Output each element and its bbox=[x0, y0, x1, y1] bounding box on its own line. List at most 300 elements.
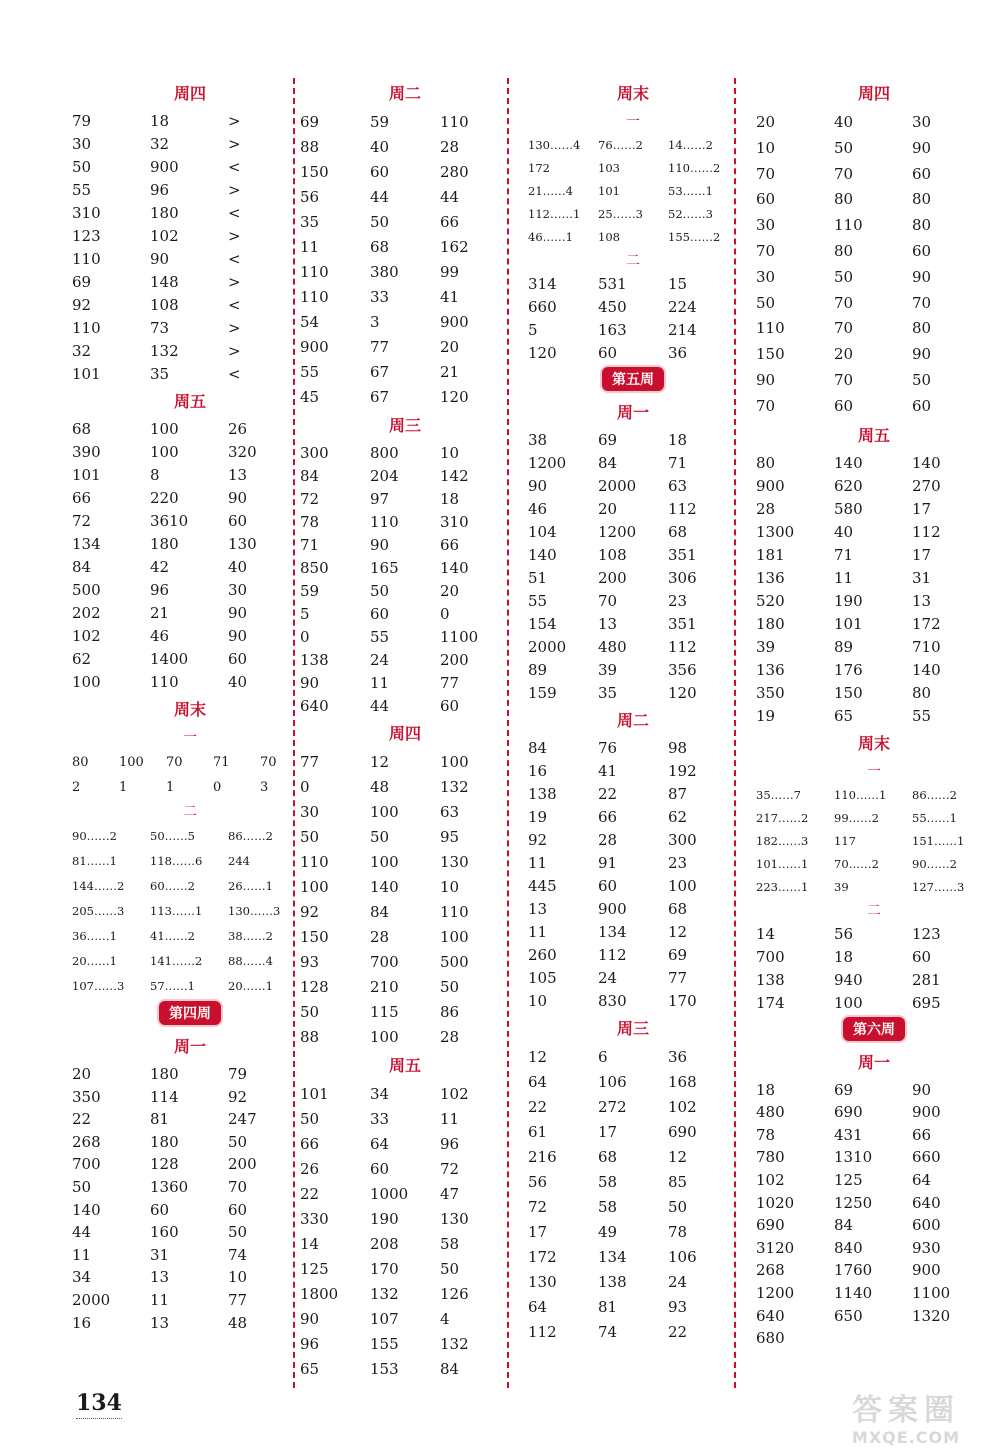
answer-row bbox=[528, 544, 738, 567]
answer-row bbox=[756, 992, 992, 1015]
answer-cell: 66 bbox=[300, 1135, 320, 1153]
answer-row bbox=[300, 160, 510, 185]
answer-cell: 74 bbox=[598, 1323, 618, 1341]
answer-cell: 180 bbox=[150, 1132, 179, 1151]
answer-cell: 216 bbox=[528, 1148, 557, 1166]
answer-cell: 44 bbox=[370, 188, 390, 206]
answer-cell: 79 bbox=[228, 1065, 248, 1083]
answer-row bbox=[528, 429, 738, 452]
answer-cell: 67 bbox=[370, 388, 390, 406]
answer-row bbox=[528, 567, 738, 590]
answer-row bbox=[528, 682, 738, 705]
answer-cell: 110……1 bbox=[834, 787, 887, 802]
answer-cell: 150 bbox=[756, 345, 785, 364]
answer-cell: 200 bbox=[440, 651, 469, 669]
answer-cell: 22 bbox=[300, 1185, 320, 1203]
answer-cell: 57……1 bbox=[150, 979, 195, 993]
answer-cell: 150 bbox=[300, 163, 329, 181]
answer-cell: 92 bbox=[528, 831, 548, 849]
answer-cell: 140 bbox=[440, 559, 469, 577]
answer-cell: 1760 bbox=[834, 1261, 873, 1280]
day-heading: 周末 bbox=[857, 733, 890, 753]
answer-cell: 350 bbox=[756, 683, 785, 702]
answer-cell: 96 bbox=[300, 1335, 320, 1353]
answer-cell: 65 bbox=[834, 706, 854, 725]
answer-cell: 110 bbox=[150, 673, 179, 691]
answer-cell: < bbox=[228, 204, 241, 222]
answer-cell: 35 bbox=[300, 213, 320, 231]
answer-cell: 69 bbox=[834, 1080, 854, 1099]
answer-cell: 55 bbox=[370, 628, 390, 646]
answer-cell: 24 bbox=[598, 969, 618, 987]
answer-row bbox=[72, 1131, 308, 1154]
answer-cell: 12 bbox=[668, 1148, 688, 1166]
answer-cell: 840 bbox=[834, 1238, 863, 1257]
answer-cell: 1020 bbox=[756, 1193, 795, 1212]
answer-row bbox=[300, 1332, 510, 1357]
answer-cell: 80 bbox=[756, 453, 776, 472]
answer-row bbox=[756, 1282, 992, 1305]
answer-cell: 76 bbox=[598, 739, 618, 757]
answer-row bbox=[300, 1157, 510, 1182]
answer-row bbox=[756, 567, 992, 590]
answer-row bbox=[756, 1237, 992, 1260]
answer-cell: 90 bbox=[370, 536, 390, 554]
answer-cell: 70 bbox=[598, 592, 618, 610]
answer-cell: 830 bbox=[598, 992, 627, 1010]
answer-row bbox=[756, 705, 992, 728]
answer-block bbox=[300, 110, 510, 410]
answer-cell: 77 bbox=[228, 1290, 248, 1309]
answer-cell: 90……2 bbox=[912, 856, 957, 871]
answer-row bbox=[528, 829, 738, 852]
answer-cell: 695 bbox=[912, 993, 941, 1012]
answer-cell: 20 bbox=[72, 1065, 92, 1083]
answer-cell: 28 bbox=[370, 928, 390, 946]
day-heading: 周四 bbox=[173, 84, 206, 103]
answer-cell: 18 bbox=[756, 1080, 776, 1099]
answer-row bbox=[72, 1086, 308, 1109]
answer-cell: 90 bbox=[300, 674, 320, 692]
column-1 bbox=[72, 78, 308, 1334]
answer-row bbox=[300, 626, 510, 649]
answer-row bbox=[756, 659, 992, 682]
answer-block bbox=[528, 273, 738, 365]
answer-cell: 100 bbox=[72, 673, 101, 691]
answer-cell: 60 bbox=[228, 1200, 248, 1219]
answer-cell: 108 bbox=[598, 546, 627, 564]
answer-row bbox=[300, 235, 510, 260]
answer-cell: 100 bbox=[150, 420, 179, 438]
answer-cell: 110 bbox=[300, 288, 329, 306]
answer-cell: 12 bbox=[370, 753, 390, 771]
answer-row bbox=[756, 1305, 992, 1328]
answer-cell: 900 bbox=[756, 476, 785, 495]
answer-row bbox=[300, 1307, 510, 1332]
answer-cell: 70 bbox=[756, 396, 776, 415]
answer-cell: 690 bbox=[756, 1216, 785, 1235]
answer-cell: 140 bbox=[834, 453, 863, 472]
section-number: 一 bbox=[626, 114, 640, 130]
answer-row bbox=[300, 285, 510, 310]
answer-block bbox=[756, 784, 992, 899]
answer-row bbox=[72, 441, 308, 464]
answer-cell: 390 bbox=[72, 443, 101, 461]
answer-cell: 41……2 bbox=[150, 929, 195, 943]
column-divider bbox=[293, 78, 295, 1388]
answer-cell: 431 bbox=[834, 1125, 863, 1144]
answer-cell: 60 bbox=[228, 512, 248, 530]
answer-row bbox=[528, 1145, 738, 1170]
answer-cell: 36 bbox=[668, 1048, 688, 1066]
answer-cell: 20 bbox=[440, 338, 460, 356]
answer-cell: 272 bbox=[598, 1098, 627, 1116]
answer-row bbox=[756, 394, 992, 420]
answer-cell: 127……3 bbox=[912, 879, 965, 894]
answer-row bbox=[72, 1199, 308, 1222]
answer-cell: 112……1 bbox=[528, 207, 581, 221]
answer-cell: 172 bbox=[528, 161, 550, 175]
column-divider bbox=[507, 78, 509, 1388]
answer-row bbox=[72, 464, 308, 487]
answer-row bbox=[300, 1232, 510, 1257]
answer-cell bbox=[874, 1327, 933, 1350]
answer-cell: 101 bbox=[72, 466, 101, 484]
answer-cell: < bbox=[228, 250, 241, 268]
answer-cell: 3610 bbox=[150, 512, 189, 530]
section-number: 二 bbox=[626, 253, 640, 269]
answer-cell: 180 bbox=[150, 1065, 179, 1083]
answer-cell: 700 bbox=[756, 947, 785, 966]
answer-cell: 100 bbox=[119, 755, 144, 770]
answer-cell: 73 bbox=[150, 319, 170, 337]
answer-cell: 214 bbox=[668, 321, 697, 339]
answer-block bbox=[300, 442, 510, 718]
answer-cell: 690 bbox=[834, 1103, 863, 1122]
answer-cell: 100 bbox=[834, 993, 863, 1012]
answer-cell: 81……1 bbox=[72, 854, 117, 868]
answer-row bbox=[72, 899, 308, 924]
answer-cell: 12 bbox=[668, 923, 688, 941]
answer-row bbox=[756, 452, 992, 475]
answer-cell: 14……2 bbox=[668, 138, 713, 152]
answer-cell: 90 bbox=[912, 267, 932, 286]
answer-cell: 84 bbox=[440, 1360, 460, 1378]
answer-row bbox=[300, 135, 510, 160]
answer-cell: 30 bbox=[228, 581, 248, 599]
answer-cell: 103 bbox=[598, 161, 620, 175]
answer-cell: 640 bbox=[300, 697, 329, 715]
day-heading: 周四 bbox=[388, 724, 421, 743]
answer-cell: 40 bbox=[228, 673, 248, 691]
answer-cell: 100 bbox=[370, 853, 399, 871]
answer-cell: 350 bbox=[72, 1087, 101, 1106]
answer-cell: 90 bbox=[528, 477, 548, 495]
answer-cell: 35 bbox=[150, 365, 170, 383]
answer-block bbox=[300, 750, 510, 1050]
answer-block bbox=[300, 1082, 510, 1382]
answer-row bbox=[528, 875, 738, 898]
answer-cell: 60 bbox=[150, 1200, 170, 1219]
answer-cell: 59 bbox=[300, 582, 320, 600]
answer-row bbox=[528, 226, 738, 249]
answer-cell: 80 bbox=[912, 216, 932, 235]
answer-cell: 70 bbox=[166, 755, 183, 770]
answer-cell: 2 bbox=[72, 780, 81, 795]
answer-cell: 102 bbox=[440, 1085, 469, 1103]
answer-cell: 1100 bbox=[912, 1283, 951, 1302]
day-heading: 周二 bbox=[388, 84, 421, 103]
answer-cell: 92 bbox=[72, 296, 92, 314]
answer-cell: 13 bbox=[150, 1268, 170, 1287]
answer-row bbox=[756, 853, 992, 876]
answer-row bbox=[528, 273, 738, 296]
answer-cell: 130 bbox=[440, 853, 469, 871]
answer-cell: 113……1 bbox=[150, 904, 203, 918]
answer-block bbox=[756, 452, 992, 728]
answer-cell: 90 bbox=[228, 627, 248, 645]
answer-block bbox=[72, 418, 308, 694]
answer-row bbox=[72, 179, 308, 202]
answer-cell: 77 bbox=[370, 338, 390, 356]
answer-cell: 660 bbox=[528, 298, 557, 316]
answer-cell: 130 bbox=[440, 1210, 469, 1228]
answer-cell: 70 bbox=[260, 755, 277, 770]
answer-cell: 39 bbox=[598, 661, 618, 679]
answer-cell: 88 bbox=[300, 138, 320, 156]
answer-row bbox=[300, 1025, 510, 1050]
answer-cell: 450 bbox=[598, 298, 627, 316]
answer-cell: 0 bbox=[213, 780, 222, 795]
answer-cell: 55 bbox=[72, 181, 92, 199]
answer-cell: 181 bbox=[756, 545, 785, 564]
answer-cell: 159 bbox=[528, 684, 557, 702]
week-badge-wrap bbox=[72, 999, 308, 1031]
answer-row bbox=[72, 824, 308, 849]
answer-cell: 13 bbox=[912, 591, 932, 610]
answer-block bbox=[528, 737, 738, 1013]
day-heading: 周一 bbox=[857, 1052, 890, 1072]
answer-row bbox=[300, 580, 510, 603]
answer-cell: 54 bbox=[300, 313, 320, 331]
answer-row bbox=[300, 1282, 510, 1307]
answer-cell: 35 bbox=[598, 684, 618, 702]
answer-row bbox=[300, 1082, 510, 1107]
day-heading: 周一 bbox=[173, 1037, 206, 1056]
answer-row bbox=[300, 360, 510, 385]
answer-cell: 72 bbox=[300, 490, 320, 508]
answer-cell: 140 bbox=[528, 546, 557, 564]
answer-cell: 1100 bbox=[440, 628, 479, 646]
answer-cell: 20 bbox=[598, 500, 618, 518]
answer-cell: 68 bbox=[72, 420, 92, 438]
answer-cell: 20 bbox=[440, 582, 460, 600]
answer-cell: 900 bbox=[598, 900, 627, 918]
answer-cell: 306 bbox=[668, 569, 697, 587]
answer-row bbox=[72, 924, 308, 949]
answer-cell: 10 bbox=[228, 1268, 248, 1287]
answer-row bbox=[72, 110, 308, 133]
answer-cell: 56 bbox=[834, 924, 854, 943]
answer-cell: 16 bbox=[72, 1313, 92, 1332]
answer-row bbox=[528, 1170, 738, 1195]
answer-row bbox=[72, 533, 308, 556]
answer-cell: 118……6 bbox=[150, 854, 203, 868]
answer-row bbox=[72, 1221, 308, 1244]
answer-cell: 3 bbox=[370, 313, 380, 331]
answer-cell: 40 bbox=[834, 113, 854, 131]
answer-cell: 50 bbox=[228, 1223, 248, 1242]
answer-cell: 112 bbox=[668, 500, 697, 518]
answer-cell: 2000 bbox=[72, 1290, 111, 1309]
answer-row bbox=[72, 340, 308, 363]
answer-row bbox=[72, 974, 308, 999]
answer-block bbox=[72, 1063, 308, 1334]
answer-row bbox=[756, 923, 992, 946]
answer-cell: 780 bbox=[756, 1148, 785, 1167]
answer-row bbox=[72, 1153, 308, 1176]
answer-cell: 11 bbox=[528, 854, 548, 872]
day-heading: 周四 bbox=[857, 84, 890, 103]
answer-row bbox=[528, 1195, 738, 1220]
answer-cell: 101 bbox=[834, 614, 863, 633]
answer-row bbox=[72, 579, 308, 602]
answer-cell: 50 bbox=[370, 582, 390, 600]
answer-row bbox=[528, 1320, 738, 1345]
answer-cell: 30 bbox=[72, 135, 92, 153]
answer-cell: 102 bbox=[150, 227, 179, 245]
answer-row bbox=[300, 210, 510, 235]
week-badge: 第四周 bbox=[159, 1001, 221, 1025]
answer-cell: 107 bbox=[370, 1310, 399, 1328]
answer-cell: 102 bbox=[668, 1098, 697, 1116]
answer-row bbox=[300, 603, 510, 626]
answer-cell: 70……2 bbox=[834, 856, 879, 871]
answer-cell: 72 bbox=[72, 512, 92, 530]
answer-cell: 80 bbox=[834, 190, 854, 209]
answer-cell: 710 bbox=[912, 637, 941, 656]
answer-cell: 46 bbox=[150, 627, 170, 645]
answer-row bbox=[72, 1063, 308, 1086]
answer-cell: 112 bbox=[528, 1323, 557, 1341]
answer-row bbox=[72, 133, 308, 156]
column-4 bbox=[756, 78, 992, 1350]
answer-cell: 445 bbox=[528, 877, 557, 895]
answer-cell: 160 bbox=[150, 1223, 179, 1242]
answer-cell: 69 bbox=[72, 273, 92, 291]
answer-cell: 28 bbox=[598, 831, 618, 849]
answer-cell: 21 bbox=[440, 363, 460, 381]
answer-cell: 101……1 bbox=[756, 856, 809, 871]
answer-cell: 130……3 bbox=[228, 904, 281, 918]
answer-cell: 140 bbox=[912, 453, 941, 472]
answer-cell: 20 bbox=[834, 345, 854, 364]
answer-row bbox=[300, 672, 510, 695]
answer-cell: 660 bbox=[912, 1148, 941, 1167]
answer-cell: 168 bbox=[668, 1073, 697, 1091]
answer-row bbox=[300, 775, 510, 800]
answer-cell: 84 bbox=[834, 1216, 854, 1235]
answer-cell: 32 bbox=[150, 135, 170, 153]
answer-cell: 107……3 bbox=[72, 979, 125, 993]
answer-row bbox=[756, 1259, 992, 1282]
answer-row bbox=[756, 368, 992, 394]
answer-cell: 99……2 bbox=[834, 810, 879, 825]
answer-block bbox=[756, 1079, 992, 1350]
answer-cell: 89 bbox=[528, 661, 548, 679]
answer-cell: 24 bbox=[370, 651, 390, 669]
answer-cell: 30 bbox=[300, 803, 320, 821]
answer-row bbox=[756, 1079, 992, 1102]
answer-row bbox=[300, 335, 510, 360]
answer-cell: 93 bbox=[668, 1298, 688, 1316]
answer-cell: 351 bbox=[668, 546, 697, 564]
answer-row bbox=[528, 852, 738, 875]
answer-cell: 60 bbox=[370, 163, 390, 181]
answer-row bbox=[756, 475, 992, 498]
answer-cell: 48 bbox=[228, 1313, 248, 1332]
answer-row bbox=[756, 1146, 992, 1169]
answer-cell: 202 bbox=[72, 604, 101, 622]
answer-row bbox=[300, 750, 510, 775]
answer-cell: 123 bbox=[72, 227, 101, 245]
answer-cell: 60 bbox=[912, 947, 932, 966]
answer-cell: 50 bbox=[300, 1003, 320, 1021]
answer-cell: 101 bbox=[300, 1085, 329, 1103]
answer-cell: 200 bbox=[228, 1155, 257, 1174]
answer-row bbox=[72, 1289, 308, 1312]
answer-cell: 155 bbox=[370, 1335, 399, 1353]
answer-cell: < bbox=[228, 365, 241, 383]
answer-row bbox=[300, 260, 510, 285]
answer-cell: 320 bbox=[228, 443, 257, 461]
answer-row bbox=[528, 1220, 738, 1245]
answer-row bbox=[300, 557, 510, 580]
answer-cell: 50 bbox=[72, 1177, 92, 1196]
answer-cell: 180 bbox=[150, 204, 179, 222]
answer-cell: 110 bbox=[300, 853, 329, 871]
answer-cell: 700 bbox=[72, 1155, 101, 1174]
answer-cell: 11 bbox=[440, 1110, 460, 1128]
answer-cell: 90 bbox=[912, 138, 932, 157]
answer-cell: 44 bbox=[72, 1223, 92, 1242]
answer-cell: 55 bbox=[912, 706, 932, 725]
answer-row bbox=[300, 1357, 510, 1382]
watermark-text: 答案圈 bbox=[852, 1393, 960, 1428]
answer-cell: 134 bbox=[72, 535, 101, 553]
answer-row bbox=[72, 1176, 308, 1199]
answer-cell: 142 bbox=[440, 467, 469, 485]
answer-cell: 77 bbox=[668, 969, 688, 987]
answer-cell: 110 bbox=[72, 250, 101, 268]
answer-row bbox=[528, 737, 738, 760]
answer-cell: 900 bbox=[912, 1261, 941, 1280]
day-heading: 周五 bbox=[173, 392, 206, 411]
answer-cell: 81 bbox=[150, 1110, 170, 1129]
answer-cell: 140 bbox=[72, 1200, 101, 1219]
answer-cell: 66 bbox=[598, 808, 618, 826]
answer-row bbox=[300, 825, 510, 850]
answer-row bbox=[300, 511, 510, 534]
answer-cell: 0 bbox=[440, 605, 450, 623]
answer-cell: 90……2 bbox=[72, 829, 117, 843]
answer-cell: 110 bbox=[834, 216, 863, 235]
answer-cell: 2000 bbox=[598, 477, 637, 495]
answer-cell: 40 bbox=[834, 522, 854, 541]
answer-cell: 34 bbox=[370, 1085, 390, 1103]
answer-cell: 100 bbox=[150, 443, 179, 461]
answer-cell: 531 bbox=[598, 275, 627, 293]
